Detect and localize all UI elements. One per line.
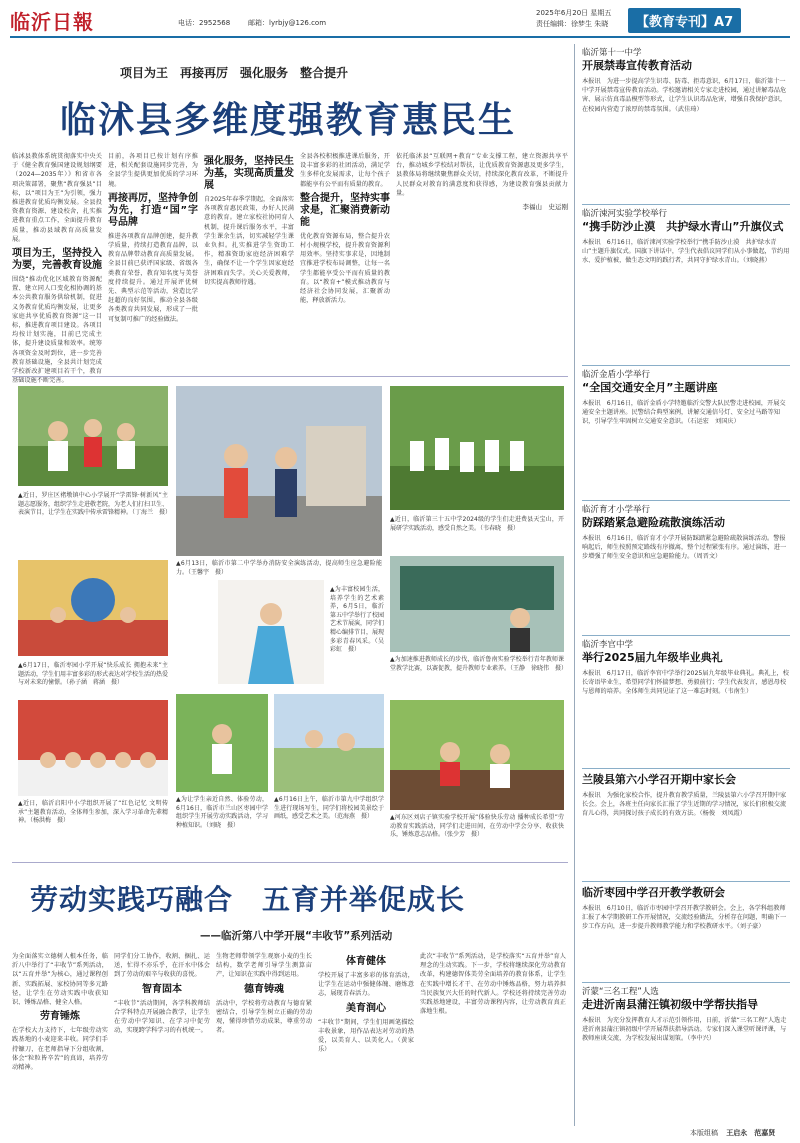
photo-labor-practice: [176, 694, 268, 792]
photo-lei-feng-volunteer: [18, 386, 168, 486]
sidebar-school: 临沂育才小学举行: [582, 505, 651, 515]
feature-body-5: “丰收节”期间，学生们用画笔描绘丰收景象，用作品表达对劳动的热爱，以美育人、以美化人。（黄家乐）: [318, 1018, 414, 1054]
sidebar-school: 临沂金盾小学举行: [582, 370, 651, 380]
section-name: 教育专刊: [649, 15, 702, 30]
sidebar-item: [582, 366, 790, 501]
feature-rule: [12, 862, 568, 863]
feature-intro: 为全面落实立德树人根本任务，临沂八中举行了“丰收节”系列活动，以“五育并举”为核心，通过课程创新、实践拓展、家校协同等多元路径，让学生在劳动实践中收获知识、锤炼品格、健全人格。: [12, 953, 108, 1007]
feature-column-4: [318, 952, 414, 1132]
sidebar-divider: [574, 44, 575, 1126]
lead-subhead-3: 强化服务，坚持民生为基，实现高质量发展: [204, 156, 294, 191]
caption-9: ▲6月16日上午，临沂市第九中学组织学生进行现场写生，同学们将校园美景绘于画纸，感受艺术之美。（范海燕 摄）: [274, 796, 384, 821]
lead-column-2: [108, 152, 198, 372]
header-rule: [10, 36, 790, 38]
header-phone: 电话：2952568: [178, 19, 231, 27]
photo-section-rule: [12, 376, 568, 377]
caption-2: ▲6月13日，临沂市第二中学举办消防安全演练活动，提高师生应急避险能力。（王馨宇 摄）: [176, 560, 382, 576]
caption-4: ▲6月17日，临沂枣园小学开展“快乐成长 拥抱未来”主题活动，学生们用丰富多彩的形式表达对学校生活的热爱与对未来的憧憬。（孙子涵 蒋涵 摄）: [18, 662, 169, 687]
header-email: 邮箱：lyrbjy@126.com: [248, 19, 327, 27]
feature-subhead-3: 德育铸魂: [244, 983, 284, 995]
lead-headline: 临沭县多维度强教育惠民生: [60, 99, 517, 141]
photo-art-festival: [218, 580, 324, 684]
sidebar-item: [582, 636, 790, 769]
lead-column-5: [396, 152, 568, 372]
lead-column-1: [12, 152, 102, 385]
feature-column-1: [12, 952, 108, 1132]
sidebar-school: 临沂第十一中学: [582, 48, 642, 58]
header-editor: 责任编辑：徐梦生 朱晓: [536, 20, 609, 28]
sidebar-item: [582, 48, 790, 205]
feature-subhead-1: 劳育锤炼: [40, 1011, 80, 1023]
photo-10-illustration: [390, 700, 564, 810]
photo-7-illustration: [18, 700, 168, 796]
masthead: 临沂日報: [10, 10, 94, 34]
sidebar: [582, 48, 790, 1126]
lead-subhead-4: 整合提升，坚持实事求是，汇聚消费新动能: [300, 192, 390, 228]
photo-red-education: [18, 700, 168, 796]
sidebar-title: 临沂枣园中学召开教学教研会: [582, 886, 725, 899]
caption-3: ▲近日，临沂第三十五中学2024级的学生们走进费县天宝山，开展研学实践活动，感受自然之美。（韦春晓 摄）: [390, 516, 564, 532]
footer-names: 王启永 范嘉贤: [726, 1129, 776, 1137]
photo-sketching: [274, 694, 384, 792]
caption-1: ▲近日，罗庄区褚墩镇中心小学展开“学雷锋·树新风”主题志愿服务，组织学生走进敬老院，为老人们打扫卫生、表演节目，让学生在实践中传承雷锋精神。（丁海兰 摄）: [18, 492, 172, 517]
photo-field-labor: [390, 700, 564, 810]
sidebar-item: [582, 769, 790, 882]
feature-column-3: [216, 952, 312, 1132]
lead-body-4: 优化教育资源布局，整合提升农村小规模学校，提升教育资源利用效率。坚持实事求是，因地制宜推进学校布局调整，让每一名学生都能享受公平而有质量的教育。以“教育+”模式推动教育与经济社会协同发展，汇聚新动能，释放新活力。: [300, 232, 390, 305]
feature-body-4: 学校开展了丰富多彩的体育活动，让学生在运动中强健体魄、磨炼意志，展现青春活力。: [318, 972, 414, 998]
feature-subhead-5: 美育润心: [346, 1002, 386, 1014]
lead-body-2: 推进各项教育品牌创建，提升教学质量，持续打造教育品牌，以教育品牌带动教育高质量发展。全县目前已获评国家级、省级各类教育荣誉，教育知名度与美誉度持续提升。通过开展评优树先、典型示范等活动，营造比学赶超的良好氛围，推动全县各级各类教育共同发展，形成了一批可复制可推广的经验做法。: [108, 232, 198, 323]
sidebar-body: 本报讯 为进一步提高学生识毒、防毒、拒毒意识，6月17日，临沂第十一中学开展禁毒宣传教育活动。学校邀请相关专家走进校园，通过讲解毒品危害、展示仿真毒品模型等形式，让学生认识毒品危害，增强自我保护意识，在校园内营造了浓厚的禁毒氛围。（武佳琦）: [582, 78, 787, 113]
lead-subhead-2: 再接再厉，坚持争创为先，打造“国”字号品牌: [108, 192, 198, 228]
sidebar-body: 本报讯 6月16日，临沂涑河实验学校举行“携手防沙止漠 共护绿水青山”主题升旗仪式。国旗下讲话中，学生代表倡议同学们从小事做起，节约用水、爱护植被，做生态文明的践行者，共同守护绿水青山。（刘晓燕）: [582, 239, 790, 265]
sidebar-school: 临沂李官中学: [582, 640, 634, 650]
photo-2-illustration: [176, 386, 382, 556]
lead-kicker: 项目为王 再接再厉 强化服务 整合提升: [120, 66, 349, 80]
photo-9-illustration: [274, 694, 384, 792]
sidebar-title: 开展禁毒宣传教育活动: [582, 59, 692, 72]
feature-body-5b: 此次“丰收节”系列活动，是学校落实“五育并举”育人理念的生动实践。下一步，学校将继续深化劳动教育改革，构建德智体美劳全面培养的教育体系，让学生在实践中增长才干、在劳动中锤炼品格，努力培养担当民族复兴大任的时代新人。学校还将持续完善劳动实践基地建设，丰富劳动课程内容，让劳动教育真正落地生根。: [420, 953, 566, 1016]
sidebar-school: 沂蒙“三名工程”人选: [582, 987, 659, 997]
caption-5: ▲为丰富校园生活，培养学生的艺术素养，6月5日，临沂第五中学举行了校园艺术节展演，同学们精心编排节目，展现多彩青春风采。（吴彩虹 摄）: [330, 586, 385, 654]
feature-body-1b: 同学们分工协作，收割、捆扎、运送，忙得不亦乐乎，在汗水中体会到了劳动的艰辛与收获的喜悦。: [114, 953, 210, 979]
section-badge: 【教育专刊】A7: [628, 8, 741, 33]
photo-8-illustration: [176, 694, 268, 792]
footer-credit: [690, 1128, 775, 1138]
caption-6: ▲为加速推进教师成长的步伐，临沂鲁南实验学校举行青年教师课堂教学比赛，以赛促教，提升教师专业素养。（王静 徐晓伟 摄）: [390, 656, 568, 672]
header-date: 2025年6月20日 星期五: [536, 9, 612, 17]
feature-column-5: [420, 952, 566, 1132]
photo-5-illustration: [218, 580, 324, 684]
sidebar-body: 本报讯 6月16日，临沂金盾小学特邀临沂交警大队民警走进校园，开展交通安全主题讲座。民警结合典型案例，讲解交通信号灯、安全过马路等知识，引导学生牢固树立交通安全意识。（石运宏 刘国庆）: [582, 400, 786, 426]
caption-8: ▲为让学生亲近自然、体验劳动，6月16日，临沂市兰山区枣园中学组织学生开展劳动实践活动，学习种植知识。（刘晓 摄）: [176, 796, 268, 829]
photo-teacher-competition: [390, 556, 564, 652]
sidebar-school: 临沂涑河实验学校举行: [582, 209, 668, 219]
photo-field-trip: [390, 386, 564, 510]
footer-label: 本版组稿: [690, 1129, 718, 1137]
sidebar-title: “全国交通安全月”主题讲座: [582, 381, 718, 394]
feature-subhead-4: 体育健体: [346, 956, 386, 967]
page-number: A7: [714, 15, 734, 30]
lead-author: 李福山 史运刚: [522, 203, 568, 212]
sidebar-title: 兰陵县第六小学召开期中家长会: [582, 773, 736, 786]
lead-body-3b: 全县各校积极推进课后服务，开设丰富多彩的社团活动，满足学生多样化发展需求，让每个孩子都能享有公平而有质量的教育。: [300, 153, 390, 188]
lead-body-3: 自2025年春季学期起，全面落实各项教育惠民政策，办好人民满意的教育。建立家校社协同育人机制，提升课后服务水平，丰富学生课余生活，切实减轻学生课业负担。扎实推进学生资助工作，精准资助家庭经济困难学生，确保不让一个学生因家庭经济困难而失学。关心关爱教师，切实提高教师待遇。: [204, 196, 294, 286]
sidebar-title: 防踩踏紧急避险疏散演练活动: [582, 516, 725, 529]
sidebar-item: [582, 205, 790, 366]
feature-body-3: 活动中，学校将劳动教育与德育紧密结合，引导学生树立正确的劳动观，懂得珍惜劳动成果，尊重劳动者。: [216, 999, 312, 1035]
caption-10: ▲河东区刘店子镇实验学校开展“体验快乐劳动 播种成长希望”劳动教育实践活动，同学们走进田间，在劳动中学会分享、收获快乐，锤炼意志品格。（张少芳 摄）: [390, 814, 564, 839]
sidebar-item: [582, 501, 790, 636]
feature-headline: 劳动实践巧融合 五育并举促成长: [30, 883, 466, 916]
feature-body-2b: 生物老师带领学生观察小麦的生长结构，数学老师引导学生测算亩产，让知识在实践中得到运用。: [216, 953, 312, 979]
sidebar-body: 本报讯 为强化家校合作，提升教育教学质量，兰陵县第六小学召开期中家长会。会上，各班主任向家长汇报了学生近期的学习情况，家长们积极交流育儿心得，共同探讨孩子成长的有效方法。（杨俊 刘凤霞）: [582, 792, 787, 818]
lead-body-4b: 依托临沭县“互联网+教育”专业支撑工程，建立资源共享平台，推动城乡学校结对帮扶，让优质教育资源惠及更多学生，县教体局将继续聚焦群众关切，持续深化教育改革，不断提升人民群众对教育的满意度和获得感，为建设教育强县贡献力量。: [396, 153, 568, 197]
sidebar-body: 本报讯 6月10日，临沂市枣园中学召开教学教研会。会上，各学科组教师汇报了本学期教研工作开展情况，交流经验做法，分析存在问题，明确下一步工作方向，进一步提升教师教学能力和学校教研水平。（刘子豪）: [582, 905, 787, 931]
sidebar-body: 本报讯 6月17日，临沂李官中学举行2025届九年级毕业典礼。典礼上，校长寄语毕业生，希望同学们怀揣梦想、勇毅前行；学生代表发言，感恩母校与恩师的培养。全体师生共同见证了这一难忘时刻。（韦南生）: [582, 670, 789, 696]
feature-body-1: 在学校大力支持下，七年级劳动实践基地的小麦迎来丰收。同学们手持镰刀，在老师指导下分组收割，体会“粒粒皆辛苦”的真谛，培养劳动精神。: [12, 1027, 108, 1072]
photo-fire-drill: [176, 386, 382, 556]
sidebar-title: 举行2025届九年级毕业典礼: [582, 651, 723, 664]
lead-body-1: 围绕“推动优化区域教育资源配置、建立同人口变化相协调的基本公共教育服务供给机制，促进义务教育优质均衡发展，让更多家庭共享优质教育资源”这一目标，推进教育项目建设。各项目均按计划实施，目前已完成主体，提升建设质量和效率。统筹各项资金及时到位，进一步完善教育基础设施，全县共计划完成学校新改扩建项目若干个，教育基础设施不断完善。: [12, 276, 102, 385]
feature-subhead-2: 智育固本: [142, 983, 182, 995]
lead-intro: 临沭县教体系统贯彻落实中央关于《健全教育强国建设规划纲要（2024—2035年）》和省市各项决策部署，聚焦“教育强县”目标，以“项目为王”为引领，强力推进教育优质均衡发展。全县投资教育资源、建设校舍，扎实推进教育重点工作，全面提升教育质量，推动县域教育高质量发展。: [12, 153, 102, 243]
sidebar-title: 走进沂南县蒲汪镇初级中学帮扶指导: [582, 998, 758, 1011]
photo-6-illustration: [390, 556, 564, 652]
lead-subhead-1: 项目为王，坚持投入为要，完善教育设施: [12, 248, 102, 272]
feature-body-2: “丰收节”活动期间，各学科教师结合学科特点开展融合教学，让学生在劳动中学知识、在学习中促劳动，实现跨学科学习的有机统一。: [114, 999, 210, 1035]
sidebar-item: [582, 882, 790, 983]
feature-column-2: [114, 952, 210, 1132]
photo-1-illustration: [18, 386, 168, 486]
photo-celebration: [18, 560, 168, 656]
feature-subhead: ——临沂第八中学开展“丰收节”系列活动: [200, 930, 393, 942]
caption-7: ▲近日，临沂启阳中小学组织开展了“红色记忆 文明传承”主题教育活动，全体师生参加，深入学习革命先辈精神。（杨洪梅 摄）: [18, 800, 168, 825]
sidebar-item: [582, 983, 790, 1111]
sidebar-title: “携手防沙止漠 共护绿水青山”升旗仪式: [582, 220, 784, 233]
sidebar-body: 本报讯 为充分发挥教育人才示范引领作用，日前，沂蒙“三名工程”人选走进沂南县蒲汪镇初级中学开展帮扶指导活动。专家们深入课堂听课评课，与教师座谈交流，为学校发展出谋划策。（李中兴）: [582, 1017, 787, 1043]
lead-column-4: [300, 152, 390, 372]
photo-4-illustration: [18, 560, 168, 656]
photo-3-illustration: [390, 386, 564, 510]
lead-body-1b: 目前，各项目已按计划有序推进，相关配套设施同步完善，为全县学生提供更加优质的学习环境。: [108, 153, 198, 188]
sidebar-body: 本报讯 6月16日，临沂育才小学开展防踩踏紧急避险疏散演练活动。警报响起后，师生按照预定路线有序撤离，整个过程紧张有序。通过演练，进一步增强了师生安全意识和应急避险能力。（周晋文）: [582, 535, 787, 561]
lead-column-3: [204, 152, 294, 372]
